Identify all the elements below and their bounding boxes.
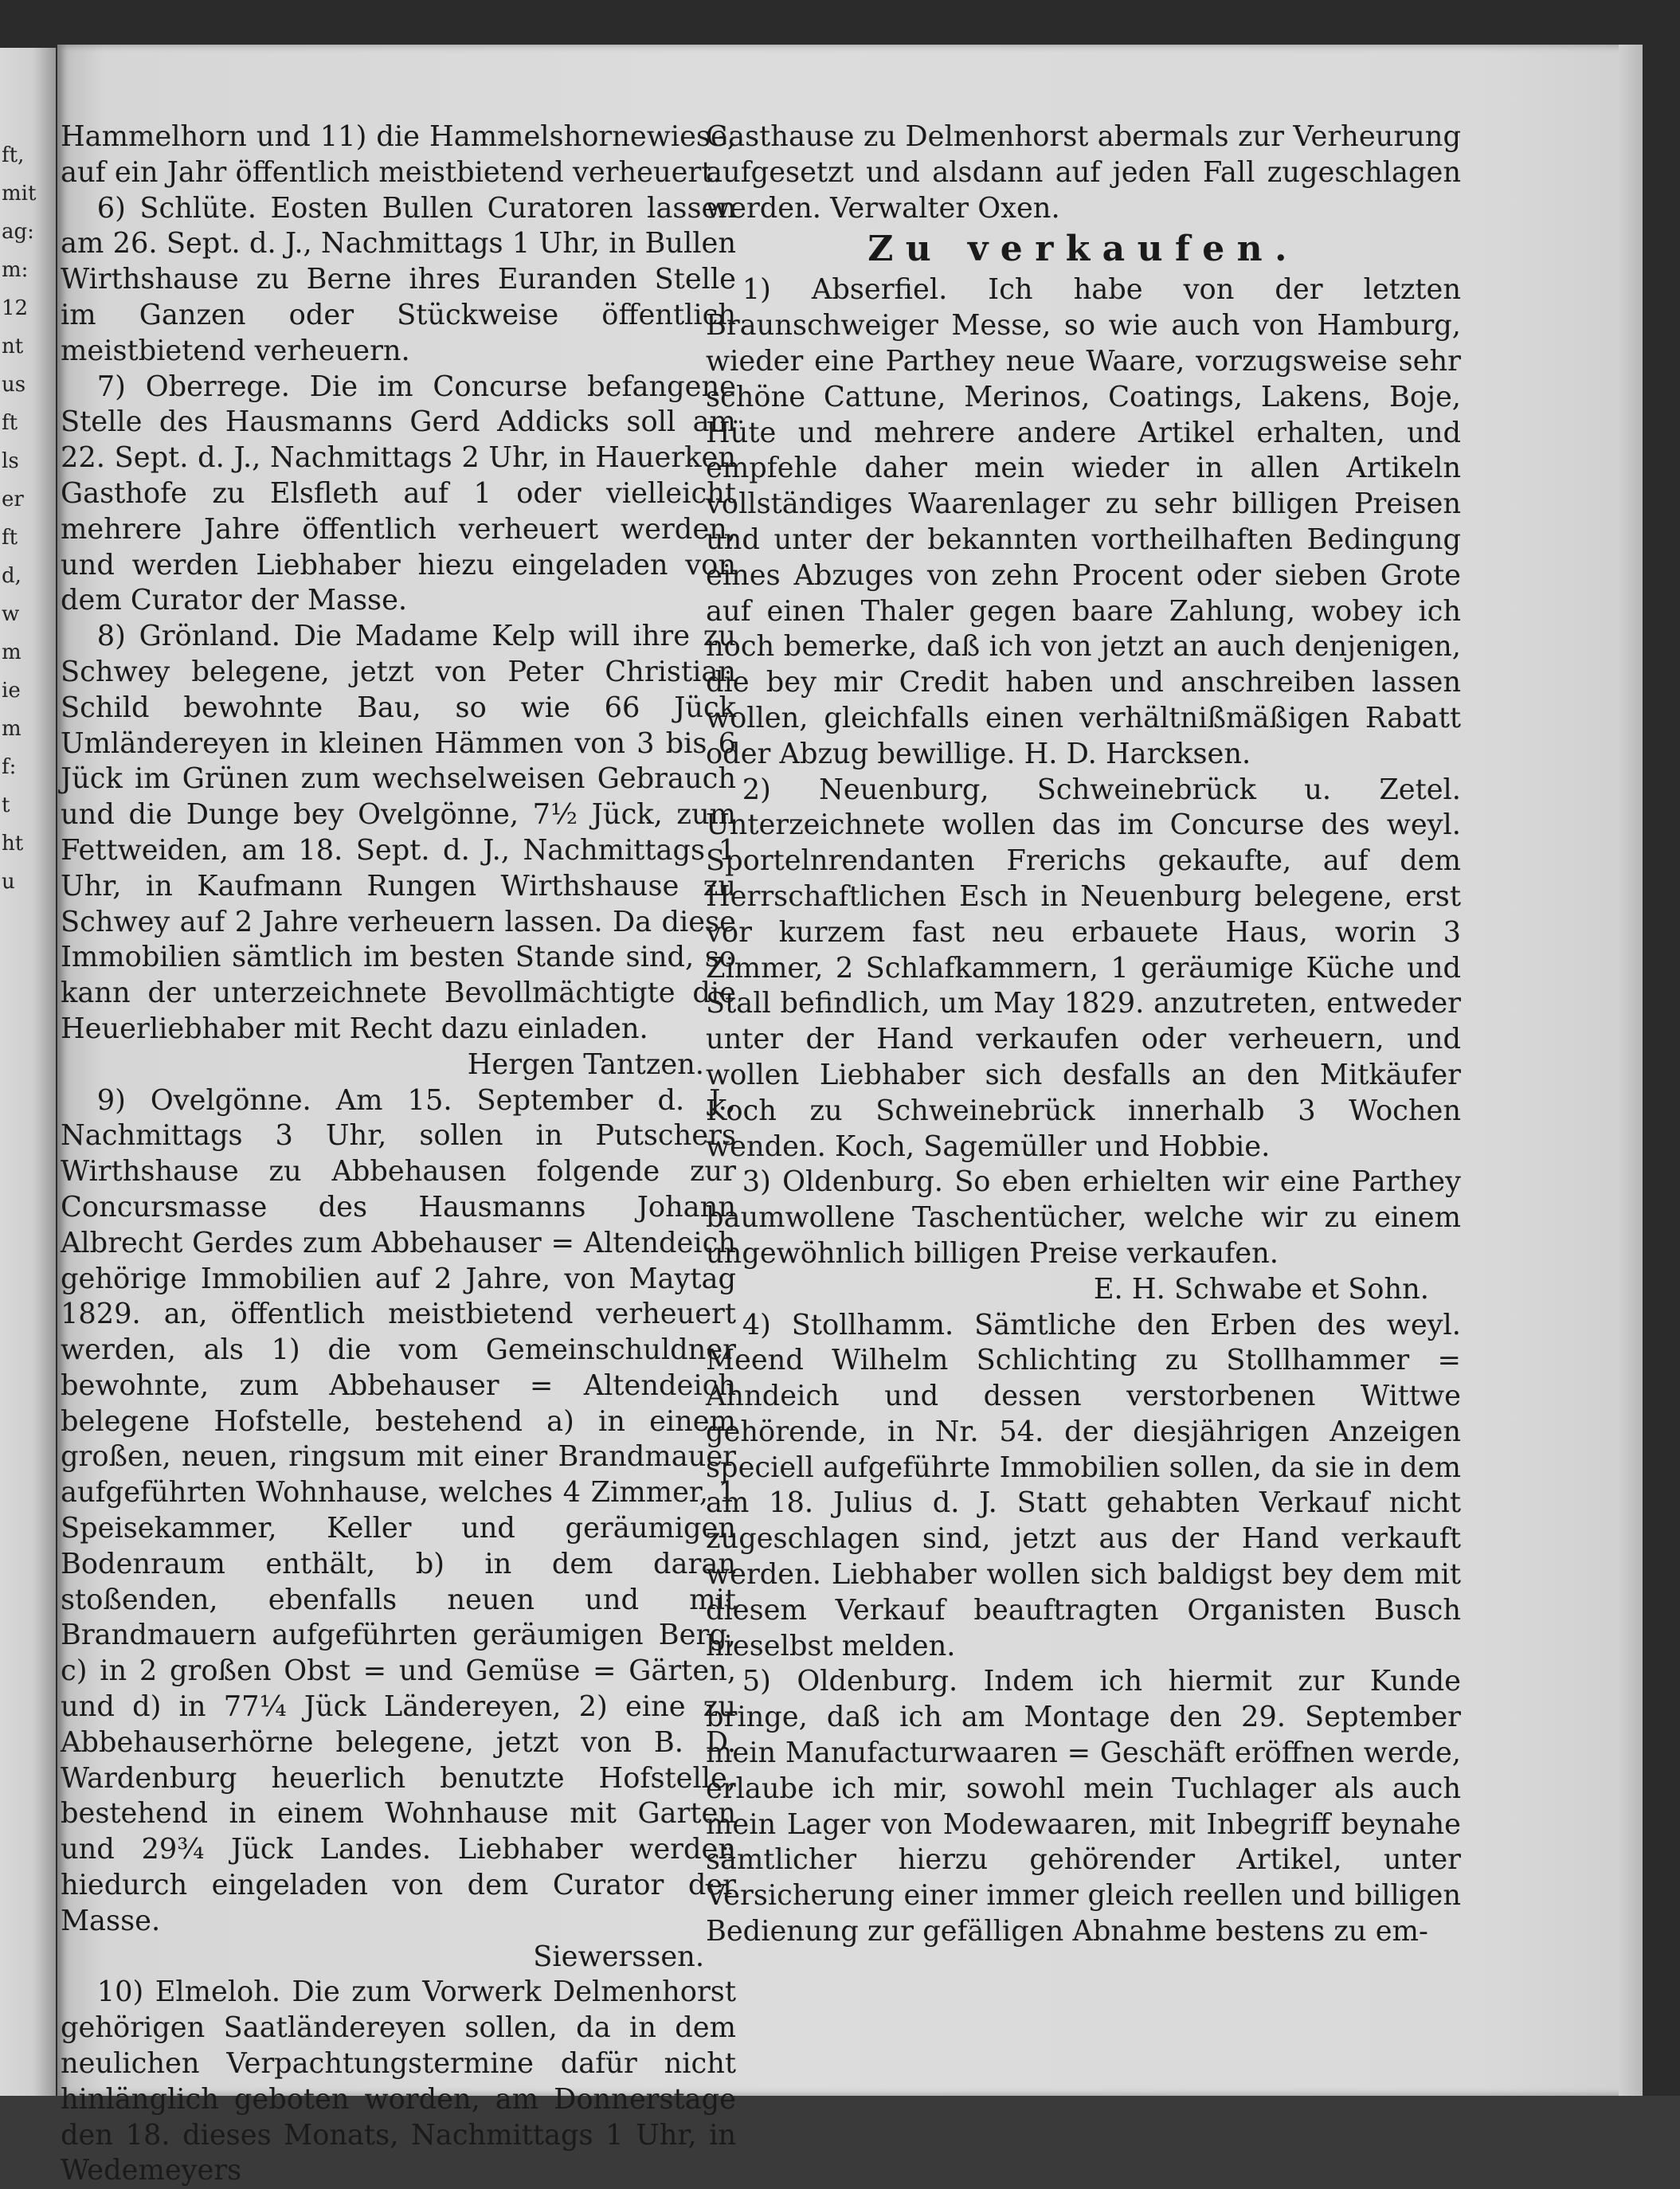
margin-fragment: us: [2, 373, 26, 397]
left-column-notice: 8) Grönland. Die Madame Kelp will ihre zu Schwey belegene, jetzt von Peter Christian Schild bewohnte Bau, so wie 66 Jück Umländereyen in kleinen Hämmen von 3 bis 6 Jück im Grünen zum wechselweisen Gebrauch und die Dunge bey Ovelgönne, 7½ Jück, zum Fettweiden, am 18. Sept. d. J., Nachmittags 1 Uhr, in Kaufmann Rungen Wirthshause zu Schwey auf 2 Jahre verheuern lassen. Da diese Immobilien sämtlich im besten Stande sind, so kann der unterzeichnete Bevollmächtigte die Heuerliebhaber mit Recht dazu einladen.: [61, 620, 736, 1045]
margin-fragment: w: [2, 602, 20, 626]
signature: Hergen Tantzen.: [467, 1048, 704, 1081]
signature: Siewerssen.: [533, 1940, 704, 1973]
margin-fragment: f:: [2, 755, 17, 779]
left-column: [61, 119, 736, 2189]
margin-fragment: nt: [2, 335, 24, 358]
margin-fragment: ie: [2, 679, 21, 703]
margin-fragment: er: [2, 488, 24, 511]
right-column-notice: 2) Neuenburg, Schweinebrück u. Zetel. Unterzeichnete wollen das im Concurse des weyl. Sportelnrendanten Frerichs gekaufte, auf dem Herrschaftlichen Esch in Neuenburg belegene, erst vor kurzem fast neu erbauete Haus, worin 3 Zimmer, 2 Schlafkammern, 1 geräumige Küche und Stall befindlich, um May 1829. anzutreten, entweder unter der Hand verkaufen oder verheuern, und wollen Liebhaber sich desfalls an den Mitkäufer Koch zu Schweinebrück innerhalb 3 Wochen wenden. Koch, Sagemüller und Hobbie.: [706, 773, 1461, 1163]
margin-fragment: ft,: [2, 143, 25, 167]
left-column-notice: 7) Oberrege. Die im Concurse befangene Stelle des Hausmanns Gerd Addicks soll am 22. Sept. d. J., Nachmittags 2 Uhr, in Hauerken Gasthofe zu Elsfleth auf 1 oder vielleicht mehrere Jahre öffentlich verheuert werden, und werden Liebhaber hiezu eingeladen von dem Curator der Masse.: [61, 370, 736, 617]
right-column-notice: Gasthause zu Delmenhorst abermals zur Verheurung aufgesetzt und alsdann auf jeden Fall zugeschlagen werden. Verwalter Oxen.: [706, 120, 1461, 225]
page-right-edge: [1619, 45, 1643, 2096]
right-column-notice: 3) Oldenburg. So eben erhielten wir eine Parthey baumwollene Taschentücher, welche wir zu einem ungewöhnlich billigen Preise verkaufen.: [706, 1165, 1461, 1270]
margin-fragment: ag:: [2, 220, 34, 244]
right-column: [706, 119, 1461, 1950]
left-column-notice: 9) Ovelgönne. Am 15. September d. J., Nachmittags 3 Uhr, sollen in Putschers Wirthshause zu Abbehausen folgende zur Concursmasse des Hausmanns Johann Albrecht Gerdes zum Abbehauser = Altendeich gehörige Immobilien auf 2 Jahre, von Maytag 1829. an, öffentlich meistbietend verheuert werden, als 1) die vom Gemeinschuldner bewohnte, zum Abbehauser = Altendeich belegene Hofstelle, bestehend a) in einem großen, neuen, ringsum mit einer Brandmauer aufgeführten Wohnhause, welches 4 Zimmer, 1 Speisekammer, Keller und geräumigen Bodenraum enthält, b) in dem daran stoßenden, ebenfalls neuen und mit Brandmauern aufgeführten geräumigen Berg, c) in 2 großen Obst = und Gemüse = Gärten, und d) in 77¼ Jück Ländereyen, 2) eine zu Abbehauserhörne belegene, jetzt von B. D. Wardenburg heuerlich benutzte Hofstelle, bestehend in einem Wohnhause mit Garten und 29¾ Jück Landes. Liebhaber werden hiedurch eingeladen von dem Curator der Masse.: [61, 1083, 736, 1937]
margin-fragment: d,: [2, 564, 22, 588]
margin-fragment: m: [2, 717, 22, 741]
left-column-notice: 6) Schlüte. Eosten Bullen Curatoren lassen am 26. Sept. d. J., Nachmittags 1 Uhr, in Bullen Wirthshause zu Berne ihres Euranden Stelle im Ganzen oder Stückweise öffentlich meistbietend verheuern.: [61, 191, 736, 367]
left-column-notice: 10) Elmeloh. Die zum Vorwerk Delmenhorst gehörigen Saatländereyen sollen, da in dem neulichen Verpachtungstermine dafür nicht hinlänglich geboten worden, am Donnerstage den 18. dieses Monats, Nachmittags 1 Uhr, in Wedemeyers: [61, 1976, 736, 2187]
previous-page-edge: [0, 48, 56, 2096]
margin-fragment: m:: [2, 258, 29, 282]
margin-fragment: ht: [2, 832, 24, 856]
right-column-notice: 4) Stollhamm. Sämtliche den Erben des weyl. Meend Wilhelm Schlichting zu Stollhammer = Ahndeich und dessen verstorbenen Wittwe gehörende, in Nr. 54. der diesjährigen Anzeigen speciell aufgeführte Immobilien sollen, da sie in dem am 18. Julius d. J. Statt gehabten Verkauf nicht zugeschlagen sind, jetzt aus der Hand verkauft werden. Liebhaber wollen sich baldigst bey dem mit diesem Verkauf beauftragten Organisten Busch hieselbst melden.: [706, 1308, 1461, 1662]
margin-fragment: ls: [2, 449, 19, 473]
right-column-notice: 1) Abserfiel. Ich habe von der letzten Braunschweiger Messe, so wie auch von Hamburg, wieder eine Parthey neue Waare, vorzugsweise sehr schöne Cattune, Merinos, Coatings, Lakens, Boje, Hüte und mehrere andere Artikel erhalten, und empfehle daher mein wieder in allen Artikeln vollständiges Waarenlager zu sehr billigen Preisen und unter der bekannten vortheilhaften Bedingung eines Abzuges von zehn Procent oder sieben Grote auf einen Thaler gegen baare Zahlung, wobey ich noch bemerke, daß ich von jetzt an auch denjenigen, die bey mir Credit haben und anschreiben lassen wollen, gleichfalls einen verhältnißmäßigen Rabatt oder Abzug bewillige. H. D. Harcksen.: [706, 273, 1461, 770]
signature: E. H. Schwabe et Sohn.: [1093, 1272, 1429, 1306]
margin-fragment: u: [2, 870, 15, 894]
left-column-notice: Hammelhorn und 11) die Hammelshornewiese, auf ein Jahr öffentlich meistbietend verheuert.: [61, 120, 736, 189]
newspaper-page: [57, 45, 1643, 2187]
margin-fragment: t: [2, 793, 10, 817]
margin-fragment: 12: [2, 296, 29, 320]
right-column-notice: 5) Oldenburg. Indem ich hiermit zur Kunde bringe, daß ich am Montage den 29. September mein Manufacturwaaren = Geschäft eröffnen werde, erlaube ich mir, sowohl mein Tuchlager als auch mein Lager von Modewaaren, mit Inbegriff beynahe sämtlicher hierzu gehörender Artikel, unter Versicherung einer immer gleich reellen und billigen Bedienung zur gefälligen Abnahme bestens zu em-: [706, 1665, 1461, 1948]
margin-fragment: mit: [2, 182, 37, 206]
margin-fragment: ft: [2, 411, 18, 435]
margin-fragment: ft: [2, 526, 18, 550]
section-heading: Zu verkaufen.: [867, 229, 1299, 270]
margin-fragment: m: [2, 640, 22, 664]
